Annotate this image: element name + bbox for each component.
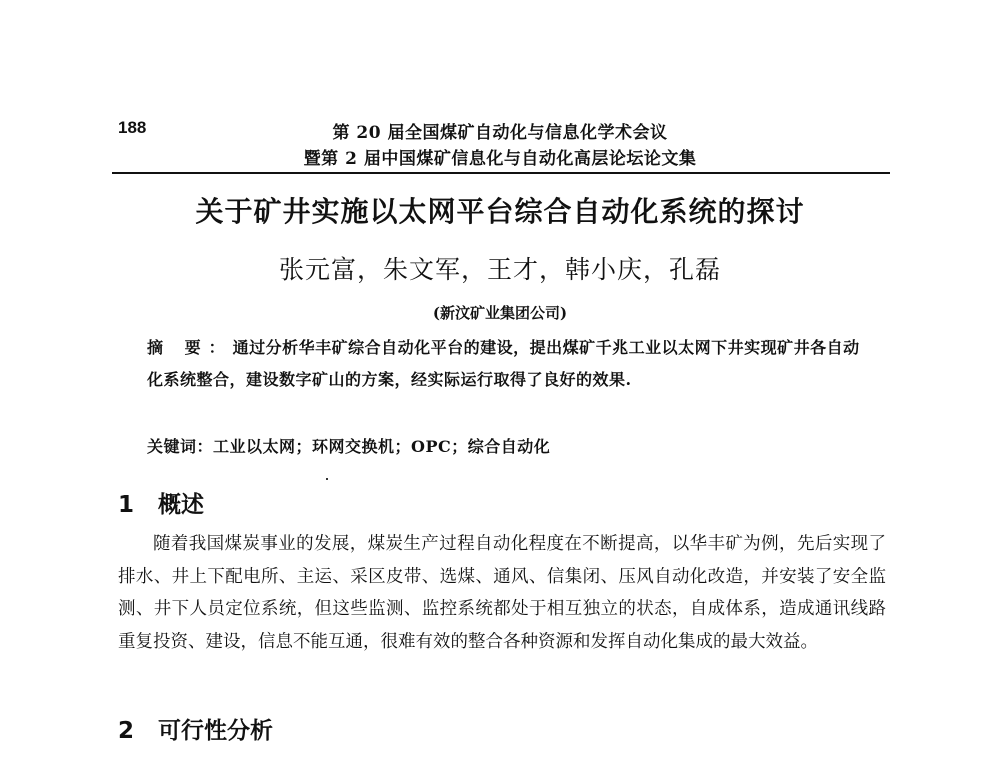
- authors: 张元富，朱文军，王才，韩小庆，孔磊: [278, 255, 721, 284]
- keywords-text: 工业以太网；环网交换机；OPC；综合自动化: [213, 437, 551, 456]
- running-header-line-1: 第 20 届全国煤矿自动化与信息化学术会议: [332, 123, 668, 143]
- keywords: [147, 434, 550, 457]
- section-heading-2: [118, 712, 273, 745]
- running-header-line-2: 暨第 2 届中国煤矿信息化与自动化高层论坛论文集: [303, 149, 697, 169]
- abstract: [147, 332, 867, 396]
- keywords-label: 关键词：: [147, 437, 214, 456]
- section-1-paragraph: 随着我国煤炭事业的发展，煤炭生产过程自动化程度在不断提高，以华丰矿为例，先后实现了排水、井上下配电所、主运、采区皮带、选煤、通风、信集闭、压风自动化改造，并安装了安全监测、井下人员定位系统，但这些监测、监控系统都处于相互独立的状态，自成体系，造成通讯线路重复投资、建设，信息不能互通，很难有效的整合各种资源和发挥自动化集成的最大效益。: [118, 534, 886, 652]
- section-number: 2: [118, 718, 135, 744]
- page-number: 188: [118, 118, 147, 137]
- abstract-text: 通过分析华丰矿综合自动化平台的建设，提出煤矿千兆工业以太网下井实现矿井各自动化系统整合，建设数字矿山的方案，经实际运行取得了良好的效果.: [147, 338, 860, 389]
- abstract-label: 摘 要：: [147, 338, 233, 357]
- section-heading-1: [118, 486, 204, 519]
- header-rule: [112, 172, 890, 174]
- scan-speck: [326, 478, 328, 480]
- section-title: 概述: [158, 492, 204, 518]
- paper-title: 关于矿井实施以太网平台综合自动化系统的探讨: [195, 195, 805, 228]
- section-title: 可行性分析: [158, 718, 273, 744]
- section-number: 1: [118, 492, 135, 518]
- affiliation: (新汶矿业集团公司): [432, 304, 568, 322]
